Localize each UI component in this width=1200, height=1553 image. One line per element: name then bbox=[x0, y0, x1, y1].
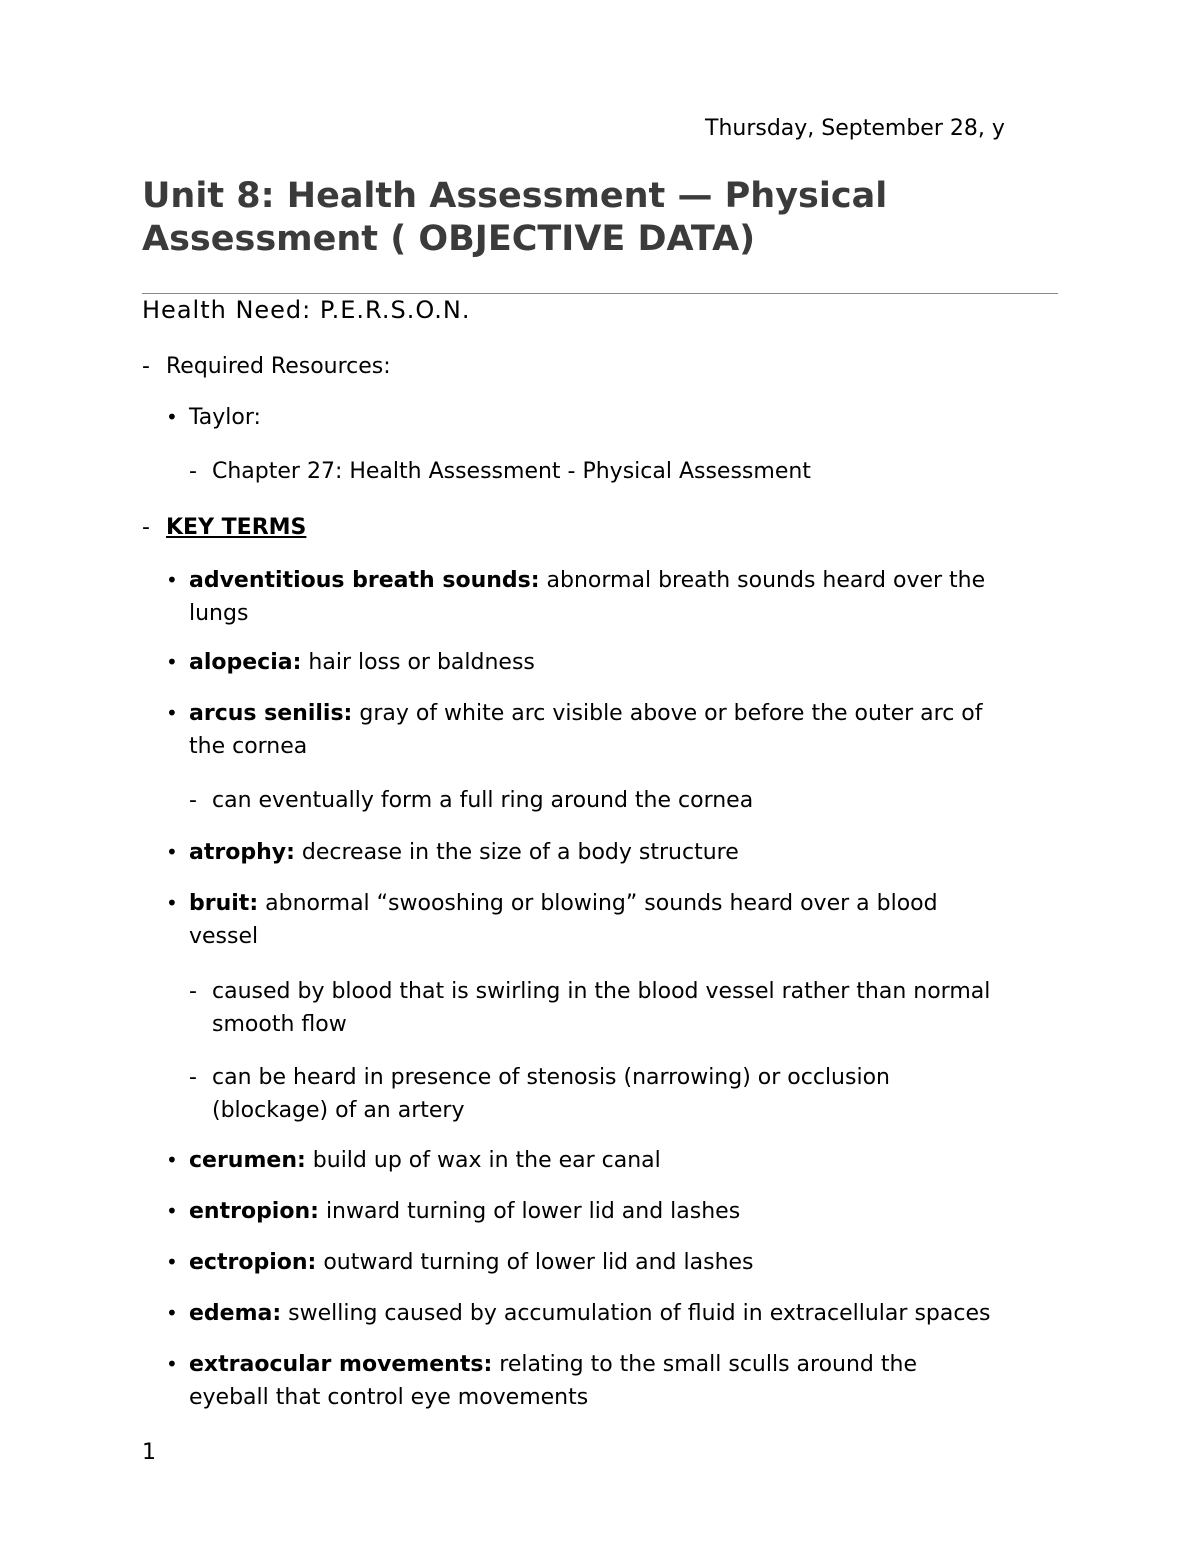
health-need-heading: Health Need: P.E.R.S.O.N. bbox=[142, 296, 471, 324]
term-label: bruit: bbox=[189, 891, 259, 916]
term-definition: swelling caused by accumulation of fluid in extracellular spaces bbox=[288, 1301, 991, 1326]
bullet-marker: • bbox=[166, 1199, 178, 1223]
bullet-marker: • bbox=[166, 650, 178, 674]
term-definition: build up of wax in the ear canal bbox=[312, 1148, 661, 1173]
title-line-2: Assessment ( OBJECTIVE DATA) bbox=[142, 219, 756, 259]
term-label: edema: bbox=[189, 1301, 282, 1326]
term-definition: abnormal “swooshing or blowing” sounds heard over a blood bbox=[265, 891, 938, 916]
term-definition: gray of white arc visible above or before the outer arc of bbox=[359, 701, 983, 726]
bullet-marker: • bbox=[166, 1301, 178, 1325]
bullet-marker: • bbox=[166, 701, 178, 725]
dash-marker: - bbox=[189, 788, 197, 813]
term-edema bbox=[189, 1297, 990, 1330]
page-number: 1 bbox=[142, 1440, 156, 1465]
term-subpoint: can be heard in presence of stenosis (narrowing) or occlusion bbox=[212, 1065, 890, 1090]
term-definition-cont: the cornea bbox=[189, 734, 308, 759]
term-label: alopecia: bbox=[189, 650, 302, 675]
term-definition: outward turning of lower lid and lashes bbox=[323, 1250, 754, 1275]
title-line-1: Unit 8: Health Assessment — Physical bbox=[142, 176, 888, 216]
resources-heading: Required Resources: bbox=[166, 354, 391, 379]
dash-marker: - bbox=[189, 979, 197, 1004]
term-subpoint: caused by blood that is swirling in the blood vessel rather than normal bbox=[212, 979, 991, 1004]
term-atrophy bbox=[189, 836, 739, 869]
bullet-marker: • bbox=[166, 405, 178, 429]
term-alopecia bbox=[189, 646, 535, 679]
term-label: extraocular movements: bbox=[189, 1352, 493, 1377]
dash-marker: - bbox=[142, 515, 150, 540]
term-label: cerumen: bbox=[189, 1148, 306, 1173]
term-label: entropion: bbox=[189, 1199, 319, 1224]
term-arcus-senilis bbox=[189, 697, 983, 730]
term-definition: hair loss or baldness bbox=[308, 650, 535, 675]
term-subpoint-cont: smooth flow bbox=[212, 1012, 347, 1037]
term-subpoint-cont: (blockage) of an artery bbox=[212, 1098, 465, 1123]
term-entropion bbox=[189, 1195, 740, 1228]
title-divider bbox=[142, 293, 1058, 294]
term-label: adventitious breath sounds: bbox=[189, 568, 540, 593]
term-definition-cont: vessel bbox=[189, 924, 259, 949]
term-definition: relating to the small sculls around the bbox=[499, 1352, 917, 1377]
term-definition: decrease in the size of a body structure bbox=[301, 840, 739, 865]
term-definition: inward turning of lower lid and lashes bbox=[325, 1199, 741, 1224]
dash-marker: - bbox=[189, 1065, 197, 1090]
term-ectropion bbox=[189, 1246, 754, 1279]
key-terms-heading: KEY TERMS bbox=[166, 515, 307, 540]
bullet-marker: • bbox=[166, 840, 178, 864]
bullet-marker: • bbox=[166, 1250, 178, 1274]
bullet-marker: • bbox=[166, 1352, 178, 1376]
resource-chapter: Chapter 27: Health Assessment - Physical Assessment bbox=[212, 459, 811, 484]
term-label: atrophy: bbox=[189, 840, 295, 865]
bullet-marker: • bbox=[166, 568, 178, 592]
term-bruit bbox=[189, 887, 938, 920]
term-cerumen bbox=[189, 1144, 661, 1177]
page-title bbox=[142, 175, 1042, 261]
term-subpoint: can eventually form a full ring around the cornea bbox=[212, 788, 754, 813]
term-definition: abnormal breath sounds heard over the bbox=[546, 568, 986, 593]
term-label: arcus senilis: bbox=[189, 701, 353, 726]
term-definition-cont: eyeball that control eye movements bbox=[189, 1385, 589, 1410]
bullet-marker: • bbox=[166, 1148, 178, 1172]
document-date: Thursday, September 28, y bbox=[705, 116, 1005, 141]
term-adventitious bbox=[189, 564, 985, 597]
resource-source: Taylor: bbox=[189, 405, 261, 430]
term-label: ectropion: bbox=[189, 1250, 317, 1275]
term-extraocular-movements bbox=[189, 1348, 917, 1381]
dash-marker: - bbox=[189, 459, 197, 484]
dash-marker: - bbox=[142, 354, 150, 379]
term-definition-cont: lungs bbox=[189, 601, 249, 626]
bullet-marker: • bbox=[166, 891, 178, 915]
